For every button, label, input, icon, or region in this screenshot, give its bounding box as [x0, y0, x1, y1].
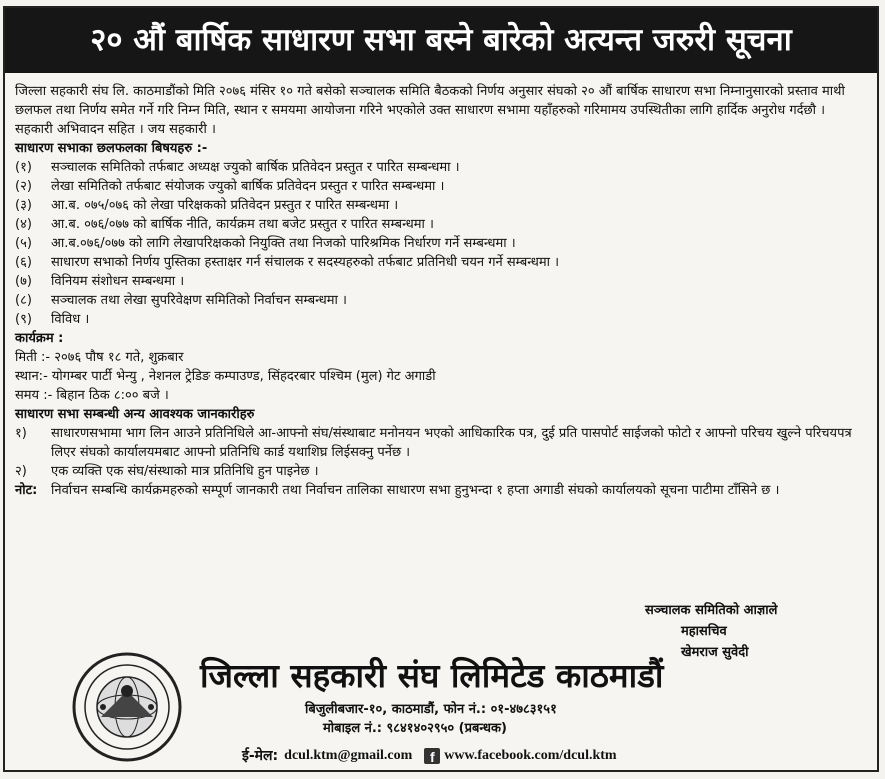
facebook-icon: f — [424, 748, 440, 764]
email-address: dcul.ktm@gmail.com — [284, 748, 413, 763]
agenda-number: (५) — [15, 236, 32, 251]
contact-line — [242, 746, 617, 766]
mobile-line: मोबाइल नं.: ९८४१४०२९५० (प्रबन्धक) — [323, 721, 507, 736]
agenda-item — [15, 177, 867, 196]
note — [15, 481, 867, 500]
agenda-number: (७) — [15, 274, 32, 289]
info-number: २) — [15, 464, 27, 479]
info-item — [15, 424, 867, 462]
organization-name: जिल्ला सहकारी संघ लिमिटेड काठमाडौं — [200, 656, 664, 695]
agenda-text: आ.ब. ०७६/०७७ को बार्षिक नीति, कार्यक्रम तथा बजेट प्रस्तुत र पारित सम्बन्धमा । — [51, 217, 434, 232]
agenda-number: (२) — [15, 179, 32, 194]
organization-seal — [71, 651, 183, 763]
notice-title: २० औं बार्षिक साधारण सभा बस्ने बारेको अत्यन्त जरुरी सूचना — [5, 8, 877, 73]
agenda-text: सञ्चालक समितिको तर्फबाट अध्यक्ष ज्युको बार्षिक प्रतिवेदन प्रस्तुत र पारित सम्बन्धमा । — [51, 160, 460, 175]
intro-paragraph: जिल्ला सहकारी संघ लि. काठमाडौंको मिति २०७६ मंसिर १० गते बसेको सञ्चालक समिति बैठकको निर्णय अनुसार संघको २० औं बार्षिक साधारण सभा निम्नानुसारको प्रस्ताव माथी छलफल तथा निर्णय समेत गर्ने गरि निम्न मिति, स्थान र समयमा आयोजना गरिने भएकोले उक्त साधारण सभामा यहाँहरुको गरिमामय उपस्थितीका लागि हार्दिक अनुरोध गर्दछौ । — [15, 84, 845, 118]
signature-name: खेमराज सुवेदी — [681, 645, 749, 660]
agenda-text: आ.ब. ०७५/०७६ को लेखा परिक्षकको प्रतिवेदन प्रस्तुत र पारित सम्बन्धमा । — [51, 198, 399, 213]
email-label: ई-मेल: — [242, 748, 279, 764]
agenda-item — [15, 310, 867, 329]
agenda-text: सञ्चालक तथा लेखा सुपरिवेक्षण समितिको निर्वाचन सम्बन्धमा । — [51, 293, 347, 308]
info-heading: साधारण सभा सम्बन्धी अन्य आवश्यक जानकारीहरु — [15, 407, 255, 422]
organization-footer — [5, 646, 877, 770]
agenda-text: लेखा समितिको तर्फबाट संयोजक ज्युको बार्षिक प्रतिवेदन प्रस्तुत र पारित सम्बन्धमा । — [51, 179, 445, 194]
agenda-item — [15, 272, 867, 291]
agenda-item — [15, 215, 867, 234]
info-number: १) — [15, 426, 27, 441]
notice-body — [15, 82, 867, 500]
date-line: मिती :- २०७६ पौष १८ गते, शुक्रबार — [15, 350, 184, 365]
agenda-item — [15, 234, 867, 253]
agenda-text: साधारण सभाको निर्णय पुस्तिका हस्ताक्षर गर्न संचालक र सदस्यहरुको तर्फबाट प्रतिनिधी चयन गर्ने सम्बन्धमा । — [51, 255, 560, 270]
agenda-number: (६) — [15, 255, 32, 270]
facebook-url: www.facebook.com/dcul.ktm — [444, 748, 617, 763]
address-line: बिजुलीबजार-१०, काठमाडौं, फोन नं.: ०१-४७८३१५१ — [305, 702, 557, 717]
greeting: सहकारी अभिवादन सहित । जय सहकारी । — [15, 122, 216, 137]
venue-line: स्थान:- योगम्बर पार्टी भेन्यु , नेशनल ट्रेडिङ कम्पाउण्ड, सिंहदरबार पश्चिम (मुल) गेट अगाडी — [15, 369, 436, 384]
info-text: साधारणसभामा भाग लिन आउने प्रतिनिधिले आ-आफ्नो संघ/संस्थाबाट मनोनयन भएको आधिकारिक पत्र, दुई प्रति पासपोर्ट साईजको फोटो र आफ्नो परिचय खुल्ने परिचयपत्र लिएर संघको कार्यालयमबाट आफ्नो प्रतिनिधि कार्ड यथाशिघ्र लिईसक्नु पर्नेछ । — [51, 426, 852, 460]
agenda-text: आ.ब.०७६/०७७ को लागि लेखापरिक्षकको नियुक्ति तथा निजको पारिश्रमिक निर्धारण गर्ने सम्बन्धमा । — [51, 236, 516, 251]
time-line: समय :- बिहान ठिक ८:०० बजे । — [15, 388, 169, 403]
signature-authority: सञ्चालक समितिको आज्ञाले — [645, 603, 778, 618]
agenda-number: (८) — [15, 293, 32, 308]
signature-title: महासचिव — [681, 624, 727, 639]
info-text: एक व्यक्ति एक संघ/संस्थाको मात्र प्रतिनिधि हुन पाइनेछ । — [51, 464, 319, 479]
agenda-item — [15, 196, 867, 215]
agenda-item — [15, 158, 867, 177]
agenda-item — [15, 291, 867, 310]
agenda-number: (१) — [15, 160, 32, 175]
program-heading: कार्यक्रम : — [15, 331, 64, 346]
agenda-heading: साधारण सभाका छलफलका बिषयहरु :- — [15, 141, 208, 156]
agenda-number: (९) — [15, 312, 32, 327]
note-text: निर्वाचन सम्बन्धि कार्यक्रमहरुको सम्पूर्ण जानकारी तथा निर्वाचन तालिका साधारण सभा हुनुभन्दा १ हप्ता अगाडी संघको कार्यालयको सूचना पाटीमा टाँसिने छ । — [51, 483, 780, 498]
agenda-number: (३) — [15, 198, 32, 213]
agenda-number: (४) — [15, 217, 32, 232]
info-item — [15, 462, 867, 481]
agenda-text: विविध । — [51, 312, 90, 327]
notice-frame — [3, 6, 879, 772]
note-label: नोट: — [15, 483, 38, 498]
agenda-item — [15, 253, 867, 272]
agenda-text: विनियम संशोधन सम्बन्धमा । — [51, 274, 185, 289]
